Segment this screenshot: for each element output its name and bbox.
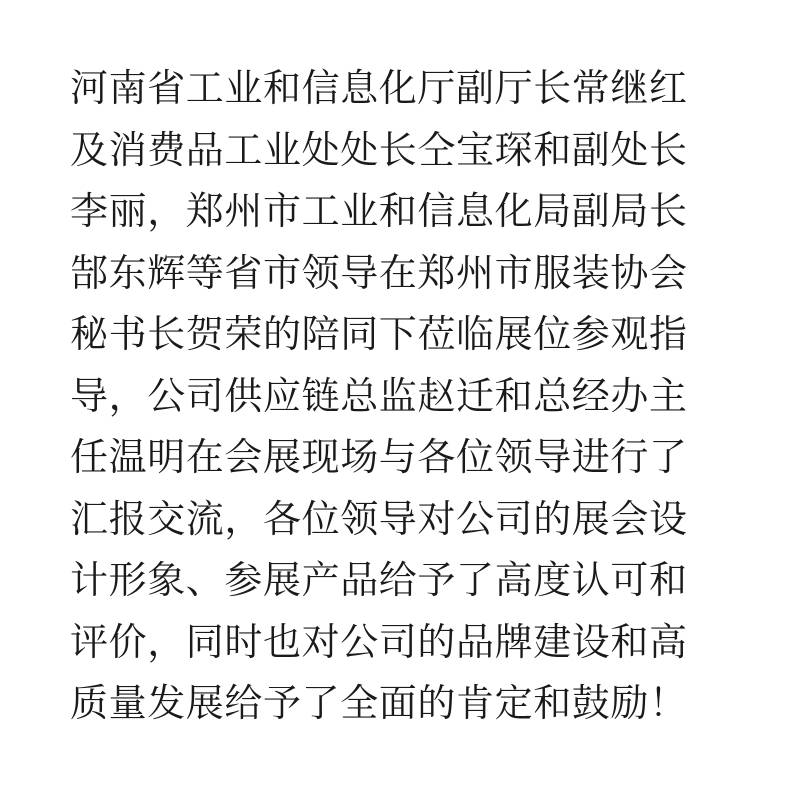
text-line-8: 汇报交流，各位领导对公司的展会设 [70, 496, 688, 541]
text-line-5: 秘书长贺荣的陪同下莅临展位参观指 [70, 312, 688, 356]
text-line-1: 河南省工业和信息化厅副厅长常继红 [70, 66, 688, 110]
text-line-6: 导，公司供应链总监赵迁和总经办主 [70, 373, 688, 418]
text-line-7: 任温明在会展现场与各位领导进行了 [70, 435, 688, 479]
text-line-10: 评价，同时也对公司的品牌建设和高 [70, 619, 688, 664]
text-line-3: 李丽，郑州市工业和信息化局副局长 [70, 189, 688, 233]
text-line-11: 质量发展给予了全面的肯定和鼓励！ [70, 681, 688, 725]
text-line-2: 及消费品工业处处长仝宝琛和副处长 [70, 127, 688, 172]
text-line-4: 郜东辉等省市领导在郑州市服装协会 [70, 250, 688, 295]
article-paragraph [70, 58, 720, 735]
text-line-9: 计形象、参展产品给予了高度认可和 [70, 558, 688, 602]
